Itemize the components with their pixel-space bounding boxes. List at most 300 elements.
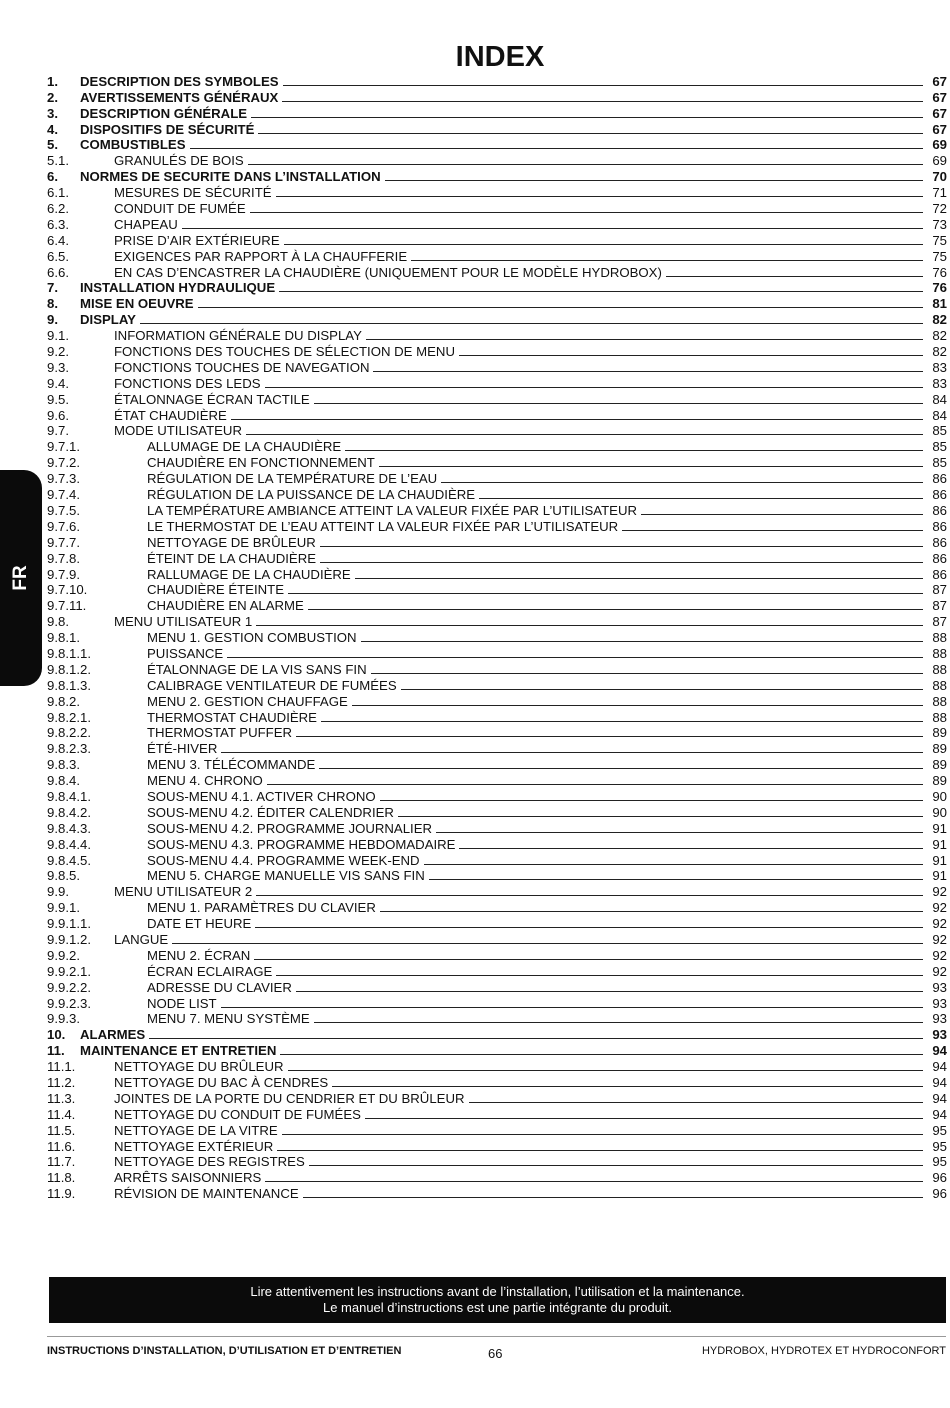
toc-entry-number: 6.1. xyxy=(47,185,69,201)
toc-entry[interactable] xyxy=(47,423,947,439)
toc-entry[interactable] xyxy=(47,979,947,995)
toc-entry[interactable] xyxy=(47,1011,947,1027)
toc-entry-number: 9.6. xyxy=(47,407,69,423)
toc-entry-number: 9.7.9. xyxy=(47,566,80,582)
toc-leader-line xyxy=(248,164,923,165)
toc-entry[interactable] xyxy=(47,883,947,899)
toc-entry-number: 9.8.1.3. xyxy=(47,677,91,693)
toc-entry[interactable] xyxy=(47,772,947,788)
toc-entry-number: 11.8. xyxy=(47,1170,76,1186)
toc-entry-number: 9. xyxy=(47,312,58,328)
toc-entry-label: LANGUE xyxy=(114,931,169,947)
toc-entry-number: 11.7. xyxy=(47,1154,76,1170)
toc-entry[interactable] xyxy=(47,248,947,264)
toc-entry-page: 94 xyxy=(932,1106,947,1122)
toc-entry[interactable] xyxy=(47,1169,947,1185)
toc-leader-line xyxy=(255,927,923,928)
toc-entry[interactable] xyxy=(47,852,947,868)
toc-entry-number: 6.3. xyxy=(47,216,69,232)
toc-entry-label: JOINTES DE LA PORTE DU CENDRIER ET DU BRÛLEUR xyxy=(114,1090,465,1106)
toc-leader-line xyxy=(256,625,923,626)
toc-leader-line xyxy=(479,498,923,499)
toc-entry-label: EN CAS D’ENCASTRER LA CHAUDIÈRE (UNIQUEMENT POUR LE MODÈLE HYDROBOX) xyxy=(114,264,662,280)
toc-leader-line xyxy=(320,562,923,563)
toc-entry-page: 94 xyxy=(932,1059,947,1075)
table-of-contents xyxy=(47,73,947,1201)
toc-entry[interactable] xyxy=(47,836,947,852)
toc-leader-line xyxy=(296,736,923,737)
toc-entry-number: 11.1. xyxy=(47,1059,76,1075)
toc-entry-page: 95 xyxy=(932,1122,947,1138)
toc-entry-page: 84 xyxy=(932,391,947,407)
toc-leader-line xyxy=(227,657,923,658)
toc-leader-line xyxy=(332,1086,923,1087)
toc-entry-label: FONCTIONS DES TOUCHES DE SÉLECTION DE MENU xyxy=(114,344,455,360)
toc-entry-page: 87 xyxy=(932,614,947,630)
toc-entry-page: 85 xyxy=(932,455,947,471)
toc-entry[interactable] xyxy=(47,73,947,89)
toc-entry-page: 67 xyxy=(932,121,947,137)
toc-entry[interactable] xyxy=(47,931,947,947)
toc-entry-label: NETTOYAGE DE LA VITRE xyxy=(114,1122,278,1138)
toc-entry-label: MENU 2. GESTION CHAUFFAGE xyxy=(147,693,348,709)
toc-entry-page: 73 xyxy=(932,216,947,232)
toc-leader-line xyxy=(256,895,923,896)
toc-entry-number: 9.9.2.1. xyxy=(47,963,91,979)
toc-entry[interactable] xyxy=(47,216,947,232)
toc-entry-page: 86 xyxy=(932,534,947,550)
toc-entry[interactable] xyxy=(47,947,947,963)
toc-entry[interactable] xyxy=(47,995,947,1011)
toc-entry-number: 9.8.4.2. xyxy=(47,804,91,820)
toc-leader-line xyxy=(355,578,923,579)
toc-entry-label: INSTALLATION HYDRAULIQUE xyxy=(80,280,276,296)
toc-leader-line xyxy=(265,1181,923,1182)
toc-leader-line xyxy=(319,768,923,769)
toc-entry[interactable] xyxy=(47,645,947,661)
toc-entry[interactable] xyxy=(47,105,947,121)
toc-leader-line xyxy=(251,117,923,118)
toc-entry-page: 92 xyxy=(932,916,947,932)
toc-leader-line xyxy=(366,339,923,340)
toc-entry[interactable] xyxy=(47,121,947,137)
toc-entry-label: NETTOYAGE DU CONDUIT DE FUMÉES xyxy=(114,1106,361,1122)
toc-entry-number: 9.7.11. xyxy=(47,598,87,614)
page-title: INDEX xyxy=(455,41,545,73)
toc-entry-page: 92 xyxy=(932,963,947,979)
toc-entry-number: 9.2. xyxy=(47,344,69,360)
toc-leader-line xyxy=(424,864,923,865)
toc-entry-label: ALLUMAGE DE LA CHAUDIÈRE xyxy=(147,439,342,455)
toc-entry-page: 72 xyxy=(932,201,947,217)
toc-leader-line xyxy=(280,1054,923,1055)
toc-entry-page: 88 xyxy=(932,693,947,709)
toc-entry-label: NETTOYAGE DE BRÛLEUR xyxy=(147,534,316,550)
toc-entry-page: 88 xyxy=(932,661,947,677)
toc-entry-page: 92 xyxy=(932,931,947,947)
toc-entry-label: MENU 1. GESTION COMBUSTION xyxy=(147,630,357,646)
toc-entry-number: 9.7.6. xyxy=(47,518,80,534)
toc-entry-number: 9.9.2.3. xyxy=(47,995,91,1011)
toc-leader-line xyxy=(288,1070,923,1071)
toc-leader-line xyxy=(666,276,923,277)
toc-entry-label: ÉCRAN ECLAIRAGE xyxy=(147,963,273,979)
toc-entry-label: NODE LIST xyxy=(147,995,217,1011)
toc-entry-label: ADRESSE DU CLAVIER xyxy=(147,979,292,995)
notice-banner xyxy=(49,1277,946,1323)
toc-entry-number: 9.8.4. xyxy=(47,773,80,789)
toc-entry-page: 95 xyxy=(932,1138,947,1154)
toc-entry[interactable] xyxy=(47,438,947,454)
toc-entry-number: 11. xyxy=(47,1043,65,1059)
toc-leader-line xyxy=(309,1165,923,1166)
toc-entry-number: 9.9. xyxy=(47,884,69,900)
toc-entry[interactable] xyxy=(47,804,947,820)
toc-leader-line xyxy=(641,514,923,515)
toc-entry-page: 76 xyxy=(932,264,947,280)
toc-entry-number: 11.4. xyxy=(47,1106,76,1122)
toc-entry-page: 85 xyxy=(932,423,947,439)
toc-leader-line xyxy=(401,689,923,690)
toc-entry-number: 11.5. xyxy=(47,1122,76,1138)
toc-entry-number: 9.8.2. xyxy=(47,693,80,709)
toc-entry[interactable] xyxy=(47,359,947,375)
toc-entry[interactable] xyxy=(47,168,947,184)
toc-entry[interactable] xyxy=(47,327,947,343)
toc-entry-label: ARRÊTS SAISONNIERS xyxy=(114,1170,262,1186)
toc-entry-page: 88 xyxy=(932,645,947,661)
toc-entry[interactable] xyxy=(47,899,947,915)
toc-entry-number: 9.7.5. xyxy=(47,502,80,518)
toc-entry-number: 9.8.4.4. xyxy=(47,836,91,852)
toc-entry[interactable] xyxy=(47,740,947,756)
toc-entry[interactable] xyxy=(47,820,947,836)
toc-leader-line xyxy=(190,148,924,149)
toc-entry-page: 92 xyxy=(932,884,947,900)
toc-entry[interactable] xyxy=(47,1042,947,1058)
toc-entry-number: 6.6. xyxy=(47,264,69,280)
toc-leader-line xyxy=(149,1038,923,1039)
toc-leader-line xyxy=(380,911,923,912)
toc-entry-label: FONCTIONS TOUCHES DE NAVEGATION xyxy=(114,359,370,375)
toc-entry[interactable] xyxy=(47,391,947,407)
toc-entry-page: 88 xyxy=(932,677,947,693)
toc-entry-page: 81 xyxy=(932,296,947,312)
toc-entry-label: ALARMES xyxy=(80,1027,146,1043)
toc-entry[interactable] xyxy=(47,1058,947,1074)
toc-entry-label: MENU 5. CHARGE MANUELLE VIS SANS FIN xyxy=(147,868,425,884)
toc-entry[interactable] xyxy=(47,1026,947,1042)
toc-entry-number: 11.9. xyxy=(47,1186,76,1202)
toc-entry-label: AVERTISSEMENTS GÉNÉRAUX xyxy=(80,89,279,105)
toc-entry-page: 86 xyxy=(932,518,947,534)
toc-entry-label: ÉTALONNAGE ÉCRAN TACTILE xyxy=(114,391,310,407)
toc-entry-number: 9.9.3. xyxy=(47,1011,80,1027)
toc-entry[interactable] xyxy=(47,1090,947,1106)
toc-entry[interactable] xyxy=(47,1154,947,1170)
toc-entry[interactable] xyxy=(47,89,947,105)
toc-entry-label: RÉGULATION DE LA PUISSANCE DE LA CHAUDIÈRE xyxy=(147,487,476,503)
toc-entry-label: CALIBRAGE VENTILATEUR DE FUMÉES xyxy=(147,677,397,693)
toc-entry-page: 76 xyxy=(932,280,947,296)
toc-entry-page: 83 xyxy=(932,375,947,391)
toc-entry-label: MISE EN OEUVRE xyxy=(80,296,194,312)
toc-entry-number: 9.4. xyxy=(47,375,69,391)
toc-entry-page: 71 xyxy=(932,185,947,201)
toc-entry-label: MESURES DE SÉCURITÉ xyxy=(114,185,272,201)
toc-entry-number: 9.8.2.3. xyxy=(47,741,91,757)
toc-entry[interactable] xyxy=(47,629,947,645)
toc-entry-page: 86 xyxy=(932,487,947,503)
toc-entry-page: 69 xyxy=(932,137,947,153)
toc-entry[interactable] xyxy=(47,756,947,772)
toc-entry[interactable] xyxy=(47,597,947,613)
toc-entry-page: 85 xyxy=(932,439,947,455)
toc-entry-label: CHAUDIÈRE EN ALARME xyxy=(147,598,304,614)
toc-entry[interactable] xyxy=(47,582,947,598)
language-tab-label: FR xyxy=(10,565,31,591)
language-tab xyxy=(0,470,42,686)
toc-entry[interactable] xyxy=(47,518,947,534)
toc-entry-page: 89 xyxy=(932,757,947,773)
toc-entry-label: MENU 4. CHRONO xyxy=(147,773,263,789)
toc-entry-page: 94 xyxy=(932,1090,947,1106)
toc-entry-number: 8. xyxy=(47,296,58,312)
toc-entry[interactable] xyxy=(47,868,947,884)
toc-entry[interactable] xyxy=(47,661,947,677)
toc-entry-number: 5.1. xyxy=(47,153,69,169)
toc-entry-label: DISPOSITIFS DE SÉCURITÉ xyxy=(80,121,255,137)
toc-entry-number: 9.7.2. xyxy=(47,455,80,471)
toc-entry[interactable] xyxy=(47,693,947,709)
toc-entry-label: DESCRIPTION GÉNÉRALE xyxy=(80,105,248,121)
toc-entry-page: 87 xyxy=(932,582,947,598)
toc-entry-page: 83 xyxy=(932,359,947,375)
toc-entry[interactable] xyxy=(47,152,947,168)
toc-entry-page: 88 xyxy=(932,630,947,646)
toc-entry-page: 75 xyxy=(932,248,947,264)
toc-entry[interactable] xyxy=(47,1106,947,1122)
toc-entry[interactable] xyxy=(47,311,947,327)
toc-entry[interactable] xyxy=(47,375,947,391)
toc-entry[interactable] xyxy=(47,963,947,979)
toc-entry[interactable] xyxy=(47,232,947,248)
toc-entry-page: 93 xyxy=(932,979,947,995)
toc-entry-page: 90 xyxy=(932,788,947,804)
toc-entry-page: 67 xyxy=(932,89,947,105)
toc-entry[interactable] xyxy=(47,502,947,518)
toc-leader-line xyxy=(282,1134,923,1135)
toc-entry-number: 9.7.10. xyxy=(47,582,88,598)
toc-entry-label: PRISE D’AIR EXTÉRIEURE xyxy=(114,232,280,248)
toc-entry[interactable] xyxy=(47,137,947,153)
toc-entry-number: 11.6. xyxy=(47,1138,76,1154)
toc-leader-line xyxy=(258,133,923,134)
toc-entry-label: MENU UTILISATEUR 2 xyxy=(114,884,253,900)
toc-leader-line xyxy=(221,752,923,753)
toc-entry-label: THERMOSTAT CHAUDIÈRE xyxy=(147,709,317,725)
toc-entry-label: MENU 7. MENU SYSTÈME xyxy=(147,1011,310,1027)
toc-entry-number: 6. xyxy=(47,169,58,185)
toc-entry-label: CHAPEAU xyxy=(114,216,178,232)
toc-entry-page: 96 xyxy=(932,1186,947,1202)
toc-entry-page: 82 xyxy=(932,328,947,344)
toc-entry-number: 9.7.8. xyxy=(47,550,80,566)
toc-entry-label: NETTOYAGE DES REGISTRES xyxy=(114,1154,305,1170)
toc-entry[interactable] xyxy=(47,788,947,804)
toc-entry-label: SOUS-MENU 4.2. PROGRAMME JOURNALIER xyxy=(147,820,433,836)
toc-entry[interactable] xyxy=(47,1074,947,1090)
toc-entry-label: FONCTIONS DES LEDS xyxy=(114,375,261,391)
toc-entry-number: 3. xyxy=(47,105,58,121)
toc-entry-page: 82 xyxy=(932,312,947,328)
toc-leader-line xyxy=(361,641,923,642)
toc-entry-page: 92 xyxy=(932,900,947,916)
toc-entry-label: LE THERMOSTAT DE L’EAU ATTEINT LA VALEUR FIXÉE PAR L’UTILISATEUR xyxy=(147,518,619,534)
notice-line-2: Le manuel d’instructions est une partie intégrante du produit. xyxy=(322,1300,673,1315)
toc-entry[interactable] xyxy=(47,486,947,502)
toc-entry-page: 93 xyxy=(932,1011,947,1027)
toc-leader-line xyxy=(254,959,923,960)
toc-entry-page: 82 xyxy=(932,344,947,360)
toc-entry[interactable] xyxy=(47,1122,947,1138)
toc-entry-label: DESCRIPTION DES SYMBOLES xyxy=(80,73,279,89)
toc-leader-line xyxy=(379,466,923,467)
toc-leader-line xyxy=(411,260,923,261)
toc-entry-number: 9.7.3. xyxy=(47,471,80,487)
toc-entry-number: 7. xyxy=(47,280,58,296)
toc-entry-number: 9.8.1. xyxy=(47,630,80,646)
toc-entry-number: 1. xyxy=(47,73,58,89)
toc-entry[interactable] xyxy=(47,725,947,741)
toc-entry-label: LA TEMPÉRATURE AMBIANCE ATTEINT LA VALEUR FIXÉE PAR L’UTILISATEUR xyxy=(147,502,638,518)
toc-leader-line xyxy=(314,403,923,404)
toc-leader-line xyxy=(373,371,923,372)
toc-entry[interactable] xyxy=(47,280,947,296)
toc-leader-line xyxy=(303,1197,923,1198)
toc-entry-number: 6.4. xyxy=(47,232,69,248)
toc-leader-line xyxy=(276,196,923,197)
toc-entry-label: RÉGULATION DE LA TEMPÉRATURE DE L’EAU xyxy=(147,471,438,487)
toc-entry-number: 9.7.1. xyxy=(47,439,80,455)
toc-leader-line xyxy=(321,721,923,722)
toc-entry-page: 89 xyxy=(932,725,947,741)
toc-entry[interactable] xyxy=(47,566,947,582)
footer-document-title: INSTRUCTIONS D’INSTALLATION, D’UTILISATION ET D’ENTRETIEN xyxy=(47,1345,402,1357)
toc-entry-label: ÉTÉ-HIVER xyxy=(147,741,218,757)
toc-leader-line xyxy=(380,800,923,801)
toc-leader-line xyxy=(345,450,923,451)
toc-entry[interactable] xyxy=(47,295,947,311)
toc-entry-number: 9.7.4. xyxy=(47,487,80,503)
toc-entry-page: 69 xyxy=(932,153,947,169)
toc-entry[interactable] xyxy=(47,1185,947,1201)
toc-leader-line xyxy=(276,975,923,976)
toc-entry-label: CONDUIT DE FUMÉE xyxy=(114,201,246,217)
toc-entry-label: DATE ET HEURE xyxy=(147,916,252,932)
toc-entry-label: MENU 1. PARAMÈTRES DU CLAVIER xyxy=(147,900,376,916)
footer-product-names: HYDROBOX, HYDROTEX ET HYDROCONFORT xyxy=(701,1345,946,1357)
toc-leader-line xyxy=(436,832,923,833)
toc-leader-line xyxy=(352,705,923,706)
toc-entry[interactable] xyxy=(47,454,947,470)
toc-entry-label: SOUS-MENU 4.2. ÉDITER CALENDRIER xyxy=(147,804,394,820)
toc-leader-line xyxy=(221,1007,923,1008)
toc-entry-page: 70 xyxy=(932,169,947,185)
toc-entry-label: CHAUDIÈRE ÉTEINTE xyxy=(147,582,285,598)
toc-entry-page: 88 xyxy=(932,709,947,725)
toc-entry-page: 67 xyxy=(932,105,947,121)
toc-entry-page: 95 xyxy=(932,1154,947,1170)
toc-entry[interactable] xyxy=(47,343,947,359)
toc-entry-page: 90 xyxy=(932,804,947,820)
toc-entry-number: 9.8.1.1. xyxy=(47,645,91,661)
toc-entry[interactable] xyxy=(47,407,947,423)
toc-leader-line xyxy=(314,1022,923,1023)
toc-entry-page: 96 xyxy=(932,1170,947,1186)
toc-leader-line xyxy=(385,180,923,181)
toc-entry-number: 5. xyxy=(47,137,58,153)
toc-entry-label: RALLUMAGE DE LA CHAUDIÈRE xyxy=(147,566,351,582)
toc-leader-line xyxy=(182,228,923,229)
toc-entry-label: NETTOYAGE EXTÉRIEUR xyxy=(114,1138,274,1154)
footer-page-number: 66 xyxy=(488,1346,503,1361)
toc-entry-number: 9.8.3. xyxy=(47,757,80,773)
toc-entry-page: 94 xyxy=(932,1075,947,1090)
toc-entry-label: COMBUSTIBLES xyxy=(80,137,186,153)
toc-leader-line xyxy=(282,101,923,102)
toc-entry-number: 9.8. xyxy=(47,614,69,630)
toc-entry-page: 92 xyxy=(932,947,947,963)
toc-leader-line xyxy=(284,244,923,245)
toc-entry[interactable] xyxy=(47,534,947,550)
toc-entry-page: 93 xyxy=(932,1027,947,1043)
toc-entry[interactable] xyxy=(47,709,947,725)
toc-entry[interactable] xyxy=(47,915,947,931)
toc-entry-label: ÉTALONNAGE DE LA VIS SANS FIN xyxy=(147,661,367,677)
toc-entry[interactable] xyxy=(47,550,947,566)
toc-entry-number: 2. xyxy=(47,89,58,105)
toc-leader-line xyxy=(279,291,923,292)
toc-entry-page: 91 xyxy=(932,868,947,884)
toc-leader-line xyxy=(308,609,923,610)
toc-entry[interactable] xyxy=(47,200,947,216)
toc-entry-number: 6.5. xyxy=(47,248,69,264)
toc-entry-page: 91 xyxy=(932,820,947,836)
toc-entry-page: 89 xyxy=(932,741,947,757)
toc-entry-number: 11.3. xyxy=(47,1090,76,1106)
toc-leader-line xyxy=(288,593,923,594)
toc-entry[interactable] xyxy=(47,1138,947,1154)
toc-entry-label: MAINTENANCE ET ENTRETIEN xyxy=(80,1043,277,1059)
toc-entry-label: RÉVISION DE MAINTENANCE xyxy=(114,1186,299,1202)
toc-entry[interactable] xyxy=(47,613,947,629)
toc-leader-line xyxy=(371,673,923,674)
toc-entry-label: SOUS-MENU 4.1. ACTIVER CHRONO xyxy=(147,788,376,804)
toc-entry-number: 11.2. xyxy=(47,1075,76,1090)
toc-entry-number: 9.8.4.3. xyxy=(47,820,91,836)
toc-leader-line xyxy=(365,1118,923,1119)
toc-entry-page: 84 xyxy=(932,407,947,423)
toc-entry-page: 87 xyxy=(932,598,947,614)
toc-entry[interactable] xyxy=(47,470,947,486)
toc-leader-line xyxy=(265,387,923,388)
toc-entry[interactable] xyxy=(47,184,947,200)
toc-entry-page: 86 xyxy=(932,566,947,582)
toc-entry[interactable] xyxy=(47,677,947,693)
toc-entry[interactable] xyxy=(47,264,947,280)
toc-leader-line xyxy=(246,434,923,435)
